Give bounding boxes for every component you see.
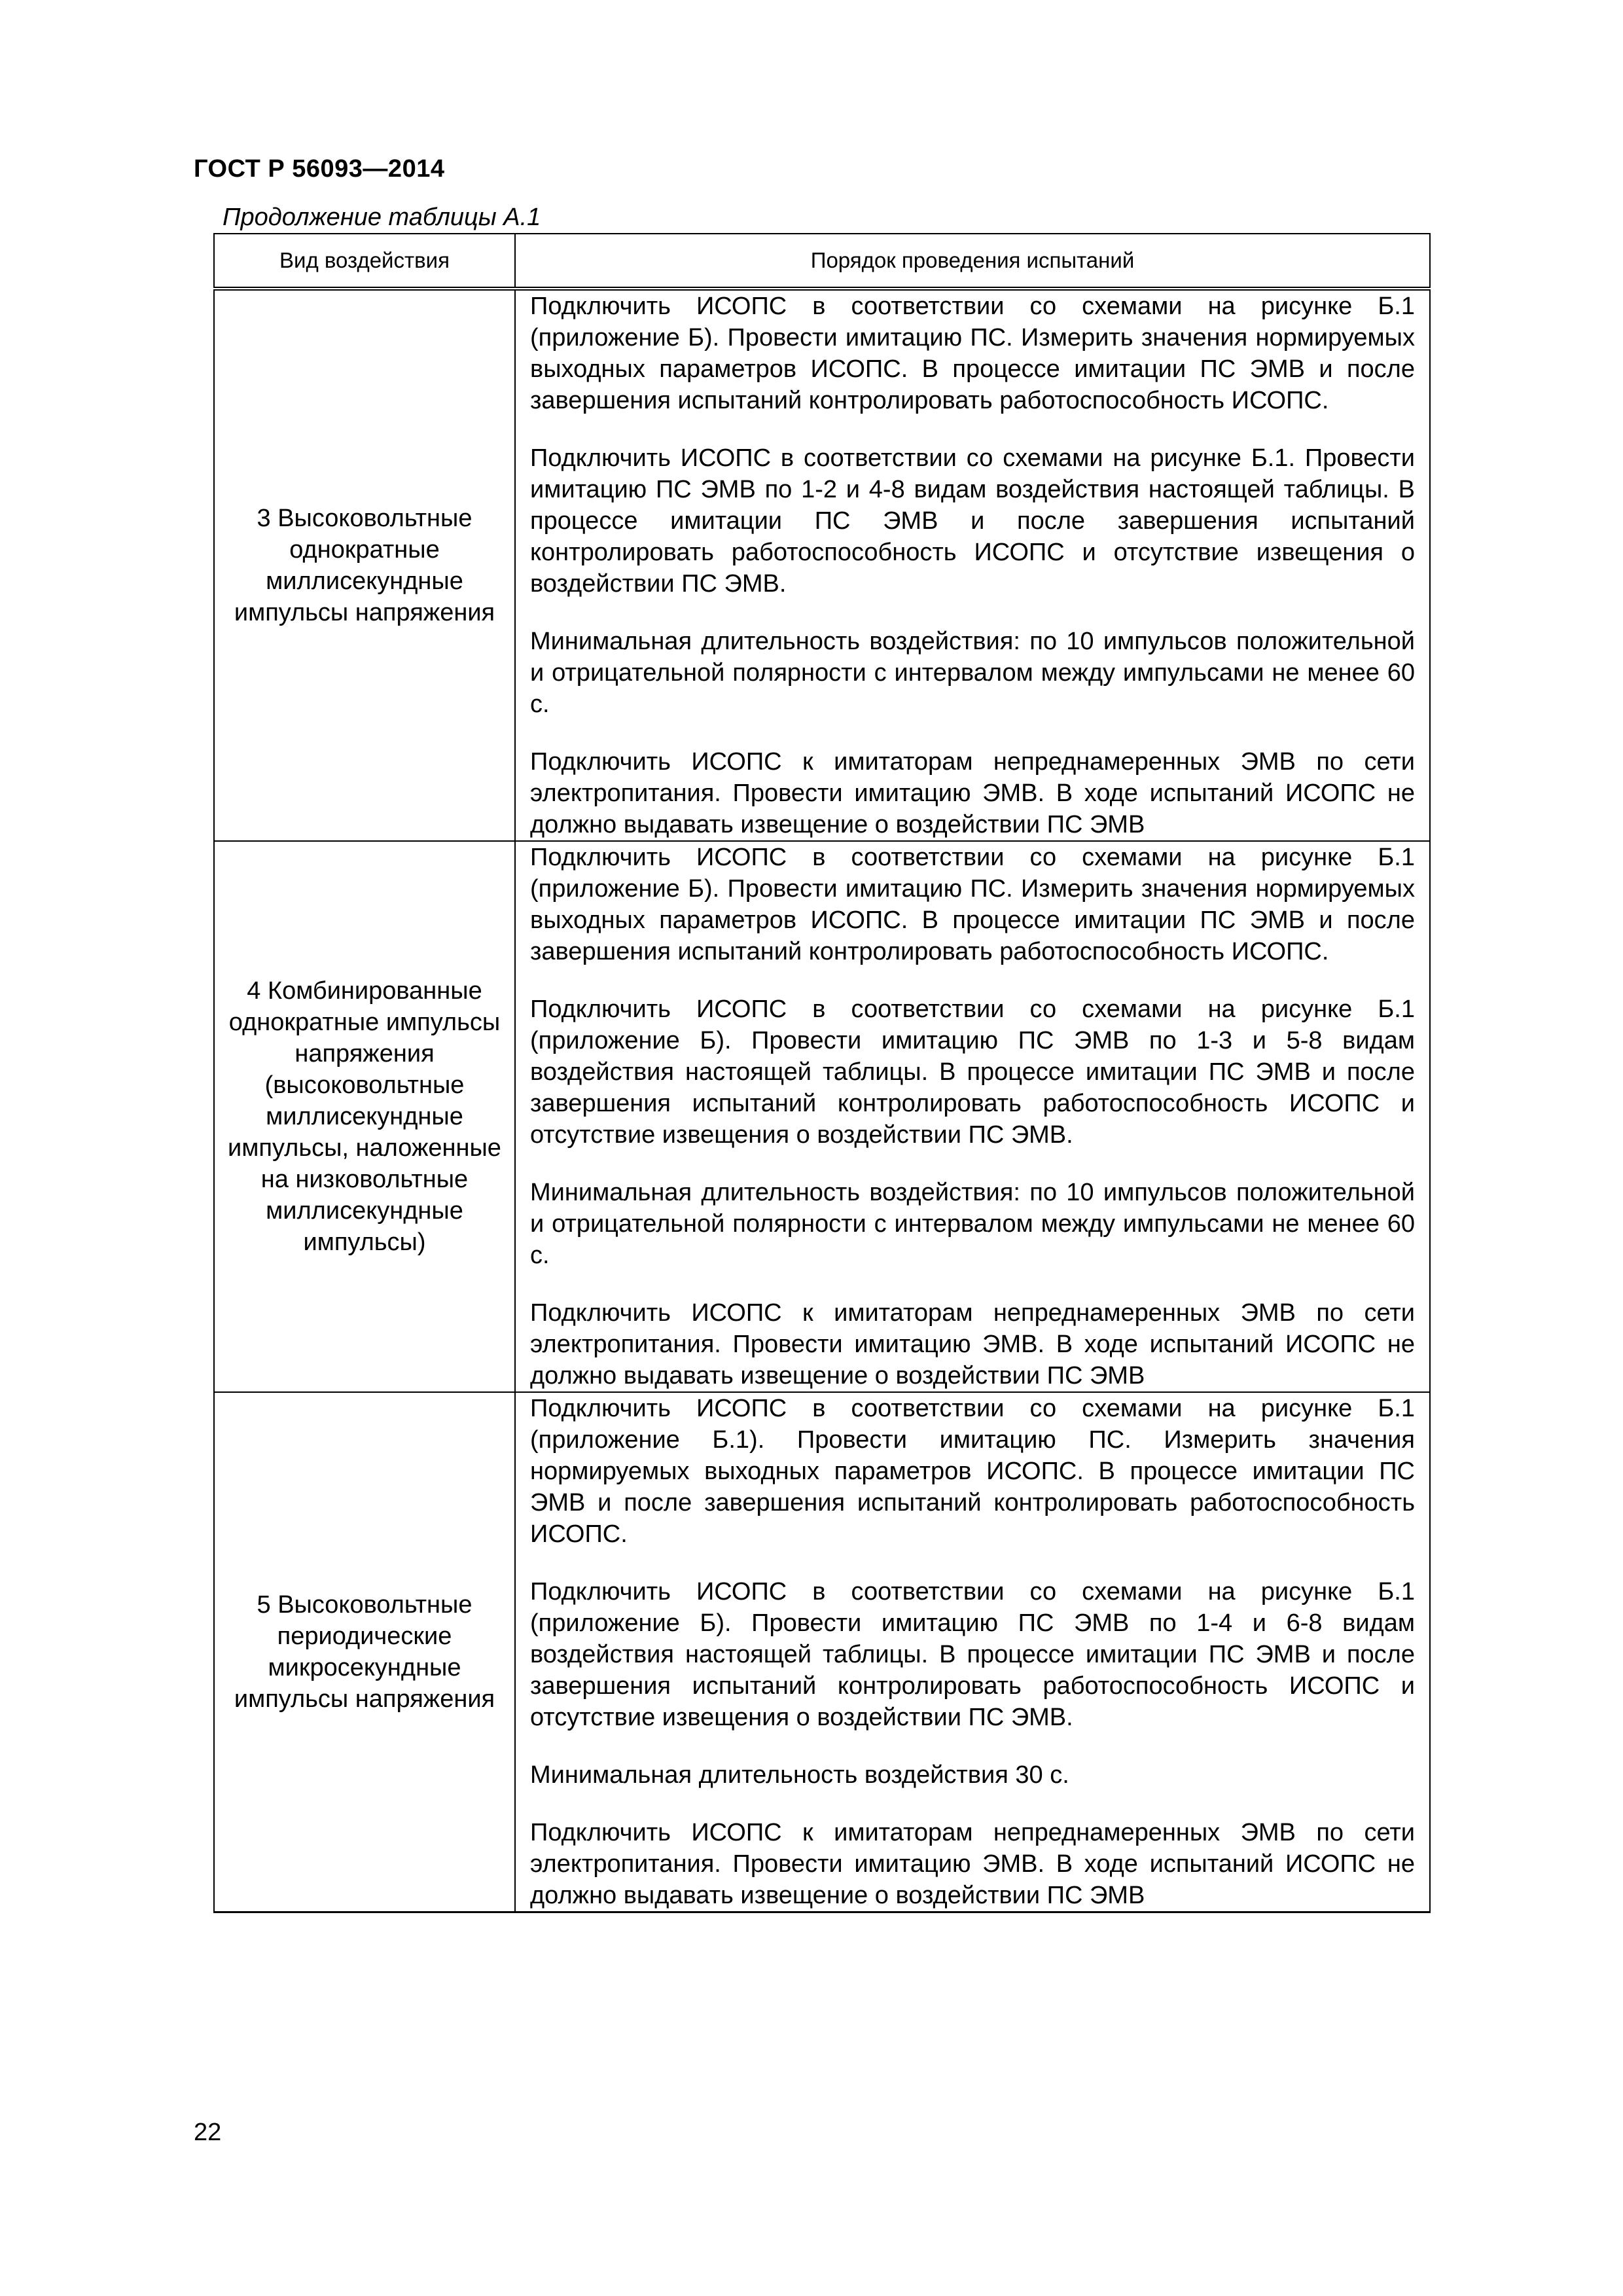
procedure-paragraph: Подключить ИСОПС в соответствии со схемами на рисунке Б.1 (приложение Б.1). Провести имитацию ПС. Измерить значения нормируемых выходных параметров ИСОПС. В процессе имитации ПС ЭМВ и после завершения испытаний контролировать работоспособность ИСОПС. (530, 1395, 1415, 1548)
impact-kind-cell: 3 Высоковольтные однократные миллисекундные импульсы напряжения (214, 289, 515, 841)
procedure-paragraph: Подключить ИСОПС в соответствии со схемами на рисунке Б.1 (приложение Б). Провести имитацию ПС. Измерить значения нормируемых выходных параметров ИСОПС. В процессе имитации ПС ЭМВ и после завершения испытаний контролировать работоспособность ИСОПС. (530, 844, 1415, 965)
procedure-paragraph: Подключить ИСОПС в соответствии со схемами на рисунке Б.1 (приложение Б). Провести имитацию ПС. Измерить значения нормируемых выходных параметров ИСОПС. В процессе имитации ПС ЭМВ и после завершения испытаний контролировать работоспособность ИСОПС. (530, 293, 1415, 414)
procedure-paragraph: Подключить ИСОПС к имитаторам непреднамеренных ЭМВ по сети электропитания. Провести имитацию ЭМВ. В ходе испытаний ИСОПС не должно выдавать извещение о воздействии ПС ЭМВ (530, 1819, 1415, 1909)
test-procedure-table (213, 233, 1431, 1913)
procedure-paragraph: Минимальная длительность воздействия 30 с. (530, 1761, 1069, 1789)
column-header-procedure: Порядок проведения испытаний (515, 234, 1430, 289)
procedure-paragraph: Подключить ИСОПС в соответствии со схемами на рисунке Б.1 (приложение Б). Провести имитацию ПС ЭМВ по 1-4 и 6-8 видам воздействия настоящей таблицы. В процессе имитации ПС ЭМВ и после завершения испытаний контролировать работоспособность ИСОПС и отсутствие извещения о воздействии ПС ЭМВ. (530, 1578, 1415, 1731)
procedure-paragraph: Подключить ИСОПС в соответствии со схемами на рисунке Б.1. Провести имитацию ПС ЭМВ по 1-2 и 4-8 видам воздействия настоящей таблицы. В процессе имитации ПС ЭМВ и после завершения испытаний контролировать работоспособность ИСОПС и отсутствие извещения о воздействии ПС ЭМВ. (530, 444, 1415, 598)
standard-designation: ГОСТ Р 56093—2014 (194, 155, 445, 183)
procedure-paragraph: Минимальная длительность воздействия: по 10 импульсов положительной и отрицательной полярности с интервалом между импульсами не менее 60 с. (530, 1179, 1415, 1269)
table-row (214, 841, 1430, 1392)
procedure-cell (515, 841, 1430, 1392)
procedure-paragraph: Подключить ИСОПС к имитаторам непреднамеренных ЭМВ по сети электропитания. Провести имитацию ЭМВ. В ходе испытаний ИСОПС не должно выдавать извещение о воздействии ПС ЭМВ (530, 748, 1415, 838)
table-row (214, 1392, 1430, 1912)
table-caption: Продолжение таблицы А.1 (223, 204, 541, 231)
column-header-kind: Вид воздействия (214, 234, 515, 289)
impact-kind-cell: 4 Комбинированные однократные импульсы напряжения (высоковольтные миллисекундные импульсы, наложенные на низковольтные миллисекундные импульсы) (214, 841, 515, 1392)
page-number: 22 (194, 2119, 222, 2146)
table-header-row (214, 234, 1430, 289)
procedure-paragraph: Подключить ИСОПС в соответствии со схемами на рисунке Б.1 (приложение Б). Провести имитацию ПС ЭМВ по 1-3 и 5-8 видам воздействия настоящей таблицы. В процессе имитации ПС ЭМВ и после завершения испытаний контролировать работоспособность ИСОПС и отсутствие извещения о воздействии ПС ЭМВ. (530, 996, 1415, 1149)
impact-kind-cell: 5 Высоковольтные периодические микросекундные импульсы напряжения (214, 1392, 515, 1912)
procedure-cell (515, 289, 1430, 841)
table-row (214, 289, 1430, 841)
procedure-cell (515, 1392, 1430, 1912)
procedure-paragraph: Подключить ИСОПС к имитаторам непреднамеренных ЭМВ по сети электропитания. Провести имитацию ЭМВ. В ходе испытаний ИСОПС не должно выдавать извещение о воздействии ПС ЭМВ (530, 1299, 1415, 1390)
procedure-paragraph: Минимальная длительность воздействия: по 10 импульсов положительной и отрицательной полярности с интервалом между импульсами не менее 60 с. (530, 628, 1415, 718)
